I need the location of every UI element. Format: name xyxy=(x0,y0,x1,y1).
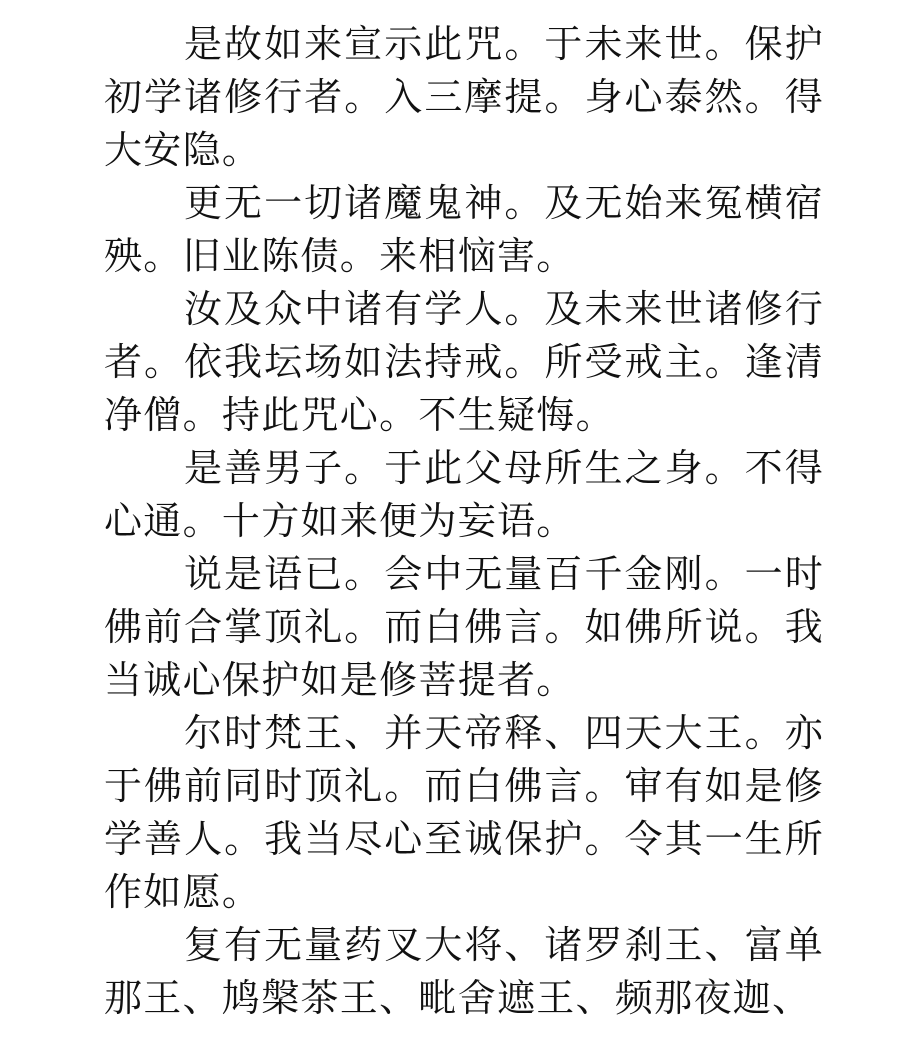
paragraph-1: 是故如来宣示此咒。于未来世。保护初学诸修行者。入三摩提。身心泰然。得大安隐。 xyxy=(104,22,824,172)
paragraph-4: 是善男子。于此父母所生之身。不得心通。十方如来便为妄语。 xyxy=(104,446,824,543)
paragraph-5: 说是语已。会中无量百千金刚。一时佛前合掌顶礼。而白佛言。如佛所说。我当诚心保护如是修菩提者。 xyxy=(104,552,824,702)
paragraph-7: 复有无量药叉大将、诸罗刹王、富单那王、鸠槃茶王、毗舍遮王、频那夜迦、 xyxy=(104,923,824,1020)
paragraph-6: 尔时梵王、并天帝释、四天大王。亦于佛前同时顶礼。而白佛言。审有如是修学善人。我当尽心至诚保护。令其一生所作如愿。 xyxy=(104,711,824,914)
paragraph-2: 更无一切诸魔鬼神。及无始来冤横宿殃。旧业陈债。来相恼害。 xyxy=(104,181,824,278)
paragraph-3: 汝及众中诸有学人。及未来世诸修行者。依我坛场如法持戒。所受戒主。逢清净僧。持此咒心。不生疑悔。 xyxy=(104,287,824,437)
document-page xyxy=(104,18,824,1025)
